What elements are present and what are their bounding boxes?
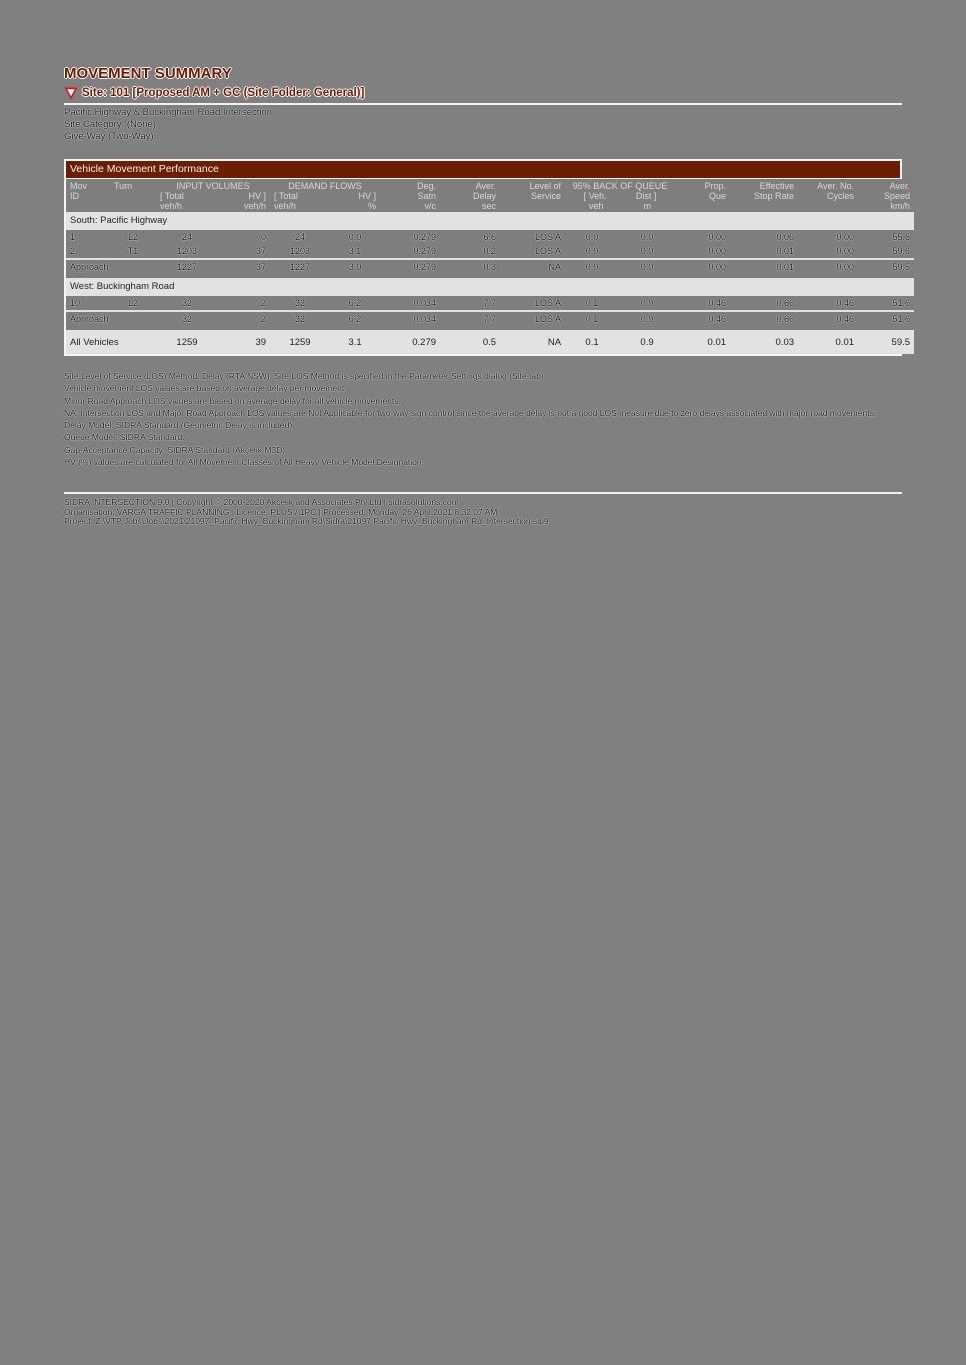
col-prop-que: Prop. Que [704, 181, 727, 201]
header-divider [64, 103, 902, 105]
site-title: Site: 101 [Proposed AM + GC (Site Folder: General)] [82, 87, 365, 99]
approach-row: Approach 32 2 32 6.2 0.034 7.7 LOS A 0.1 0.9 0.46 0.66 0.46 51.6 [66, 311, 914, 326]
col-aver-no-cycles: Aver. No. Cycles [817, 181, 855, 201]
note-delay-model: Delay Model: SIDRA Standard (Geometric Delay is included). [64, 420, 295, 431]
site-category: Site Category: (None) [64, 119, 156, 130]
control-type: Give-Way (Two-Way) [64, 131, 154, 142]
footer-project-path: Project: Z:\VTP Jobs\Jobs\2021\21097_Pacific Hwy_Buckingham Rd\Sidra\21097 Pacific Hwy_Buckingham Rd_Intersection.sip9 [64, 516, 549, 527]
col-demand-flows: DEMAND FLOWS [ Total HV ] veh/h % [274, 181, 377, 211]
col-turn: Turn [114, 181, 133, 191]
note-vehicle-los: Vehicle movement LOS values are based on average delay per movement. [64, 383, 347, 394]
col-mov-id: Mov ID [70, 181, 88, 201]
table-row: 10 L2 32 2 32 6.2 0.034 7.7 LOS A 0.1 0.9 0.46 0.66 0.46 51.6 [66, 296, 914, 311]
footer-organisation: Organisation: VARGA TRAFFIC PLANNING | Licence: PLUS / 1PC | Processed: Monday, 26 April 2021 8:32:07 AM [64, 506, 498, 517]
col-level-of-service: Level of Service [529, 181, 562, 201]
note-gap-acceptance: Gap-Acceptance Capacity: SIDRA Standard (Akçelik M3D). [64, 444, 288, 455]
report-title: MOVEMENT SUMMARY [64, 65, 232, 82]
col-back-of-queue: 95% BACK OF QUEUE [ Veh. Dist ] veh m [572, 181, 668, 211]
note-hv-values: HV (%) values are calculated for All Movement Classes of All Heavy Vehicle Model Designation. [64, 457, 425, 468]
movement-performance-table [64, 159, 911, 356]
table-row: 2 T1 1203 37 1203 3.1 0.279 0.2 LOS A 0.0 0.0 0.00 0.01 0.00 59.6 [66, 244, 914, 259]
note-minor-road-los: Minor Road Approach LOS values are based on average delay for all vehicle movements. [64, 395, 401, 406]
site-info [64, 107, 902, 143]
all-vehicles-row: All Vehicles 1259 39 1259 3.1 0.279 0.5 NA 0.1 0.9 0.01 0.03 0.01 59.5 [66, 332, 914, 354]
report-notes [64, 370, 902, 468]
col-deg-satn: Deg. Satn v/c [417, 181, 437, 211]
report-page [64, 64, 911, 527]
note-queue-model: Queue Model: SIDRA Standard. [64, 432, 185, 443]
col-aver-delay: Aver. Delay sec [473, 181, 497, 211]
col-effective-stop-rate: Effective Stop Rate [754, 181, 795, 201]
col-input-volumes: INPUT VOLUMES [ Total HV ] veh/h veh/h [160, 181, 267, 211]
give-way-triangle-icon [64, 87, 78, 100]
site-heading [64, 85, 902, 101]
note-site-los-method: Site Level of Service (LOS) Method: Delay (RTA NSW). Site LOS Method is specified in the Parameter Settings dialog (Site tab). [64, 371, 547, 381]
col-aver-speed: Aver. Speed km/h [884, 181, 911, 211]
table-row: 1 L2 24 0 24 0.0 0.279 6.6 LOS A 0.0 0.0 0.00 0.06 0.00 55.6 [66, 230, 914, 244]
section-header-south: South: Pacific Highway [66, 212, 914, 230]
table-title: Vehicle Movement Performance [66, 161, 900, 179]
section-header-west: West: Buckingham Road [66, 278, 914, 296]
report-footer [64, 498, 902, 527]
footer-copyright: SIDRA INTERSECTION 9.0 | Copyright © 2000-2020 Akcelik and Associates Pty Ltd | sidrasolutions.com [64, 497, 459, 508]
approach-row: Approach 1227 37 1227 3.0 0.279 0.3 NA 0.0 0.0 0.00 0.01 0.00 59.5 [66, 259, 914, 274]
intersection-name: Pacific Highway & Buckingham Road Intersection [64, 107, 273, 118]
table-header [66, 179, 914, 212]
footer-divider [64, 492, 902, 494]
note-na-intersection-los: NA: Intersection LOS and Major Road Approach LOS values are Not Applicable for two-way sign control since the average delay is not a good LOS measure due to zero delays associated with major road movements. [64, 407, 877, 418]
